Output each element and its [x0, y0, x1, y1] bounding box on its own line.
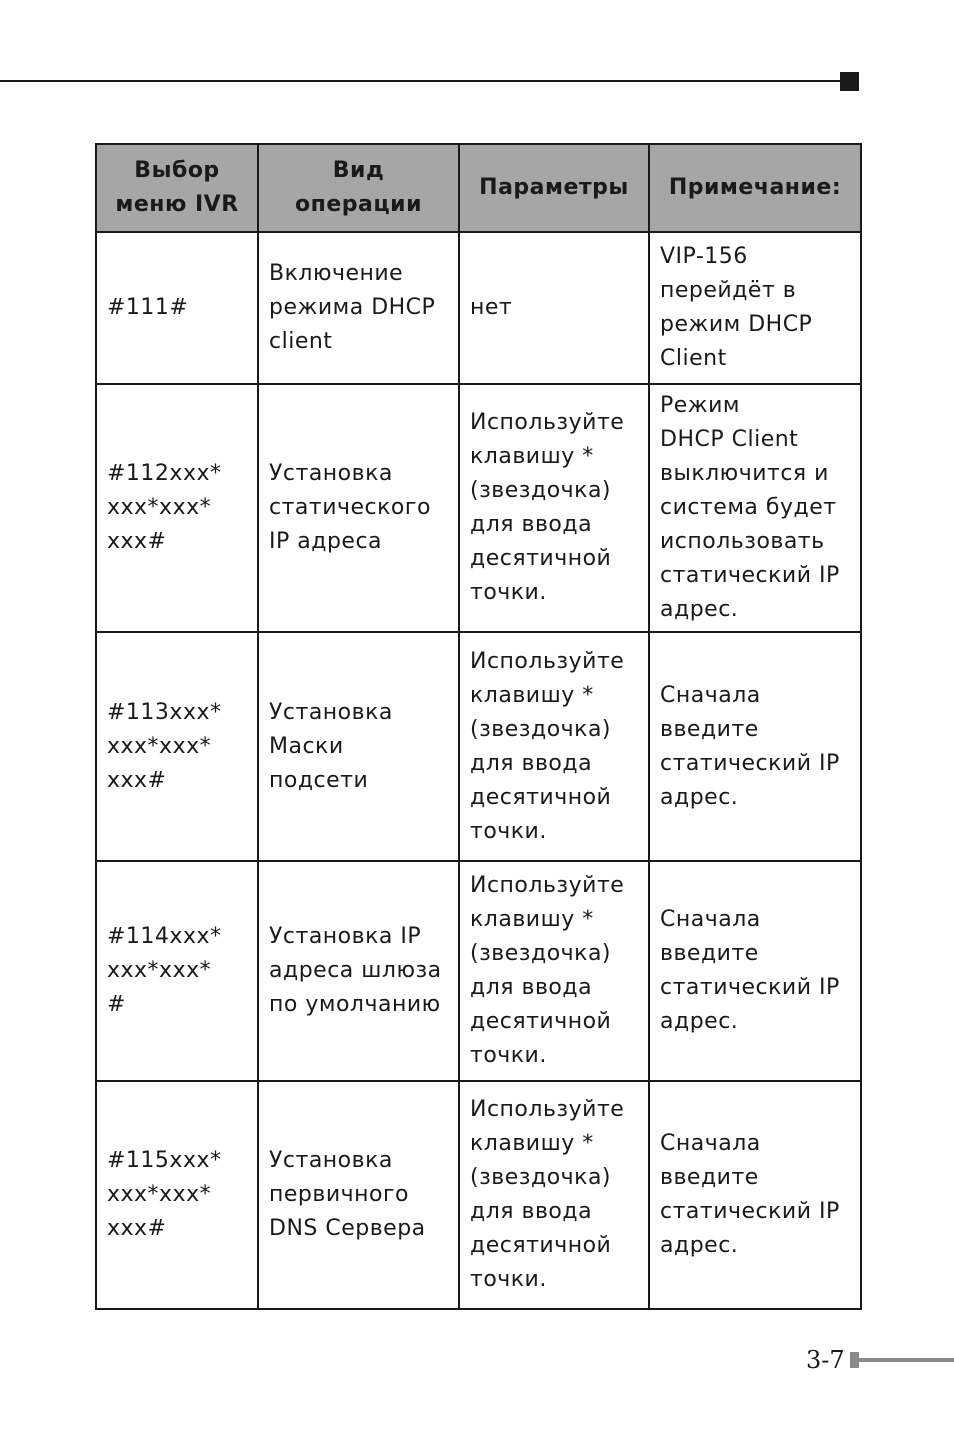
cell-operation: Установка статического IP адреса	[258, 384, 459, 632]
table-row	[96, 1081, 861, 1309]
cell-operation: Установка IP адреса шлюза по умолчанию	[258, 861, 459, 1081]
table-row	[96, 384, 861, 632]
header-parameters: Параметры	[459, 144, 649, 232]
footer-marker-square	[850, 1352, 859, 1368]
cell-params: нет	[459, 232, 649, 384]
cell-note: Режим DHCP Client выключится и система будет использовать статический IP адрес.	[649, 384, 861, 632]
top-rule	[0, 80, 842, 82]
ivr-menu-table	[95, 143, 862, 1310]
cell-note: VIP-156 перейдёт в режим DHCP Client	[649, 232, 861, 384]
cell-code: #112xxx* xxx*xxx* xxx#	[96, 384, 258, 632]
cell-code: #113xxx* xxx*xxx* xxx#	[96, 632, 258, 861]
cell-operation: Включение режима DHCP client	[258, 232, 459, 384]
header-note: Примечание:	[649, 144, 861, 232]
cell-code: #111#	[96, 232, 258, 384]
cell-params: Используйте клавишу * (звездочка) для ввода десятичной точки.	[459, 384, 649, 632]
table-row	[96, 632, 861, 861]
cell-code: #114xxx* xxx*xxx* #	[96, 861, 258, 1081]
table-row	[96, 861, 861, 1081]
top-marker-square	[840, 72, 859, 91]
cell-operation: Установка первичного DNS Сервера	[258, 1081, 459, 1309]
header-operation: Вид операции	[258, 144, 459, 232]
cell-note: Сначала введите статический IP адрес.	[649, 632, 861, 861]
cell-params: Используйте клавишу * (звездочка) для ввода десятичной точки.	[459, 861, 649, 1081]
cell-operation: Установка Маски подсети	[258, 632, 459, 861]
header-ivr-menu: Выбор меню IVR	[96, 144, 258, 232]
cell-params: Используйте клавишу * (звездочка) для ввода десятичной точки.	[459, 1081, 649, 1309]
cell-note: Сначала введите статический IP адрес.	[649, 861, 861, 1081]
footer-rule	[859, 1358, 954, 1362]
table-row	[96, 232, 861, 384]
cell-params: Используйте клавишу * (звездочка) для ввода десятичной точки.	[459, 632, 649, 861]
table-header-row	[96, 144, 861, 232]
page-number: 3-7	[806, 1346, 845, 1374]
cell-code: #115xxx* xxx*xxx* xxx#	[96, 1081, 258, 1309]
cell-note: Сначала введите статический IP адрес.	[649, 1081, 861, 1309]
